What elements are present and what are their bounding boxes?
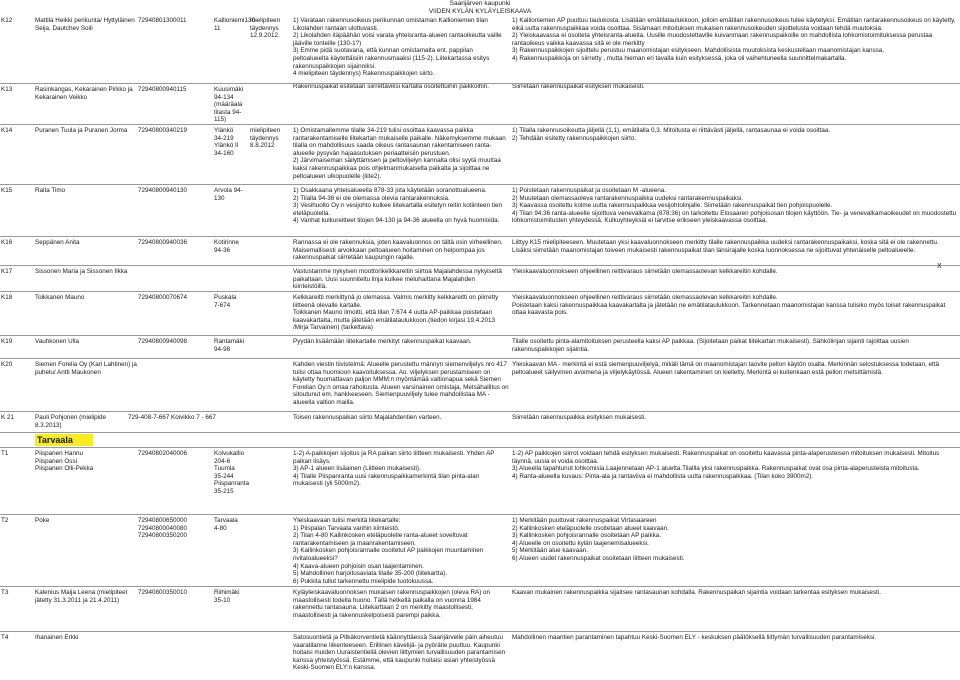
row-number: 72940800940130 (138, 187, 188, 194)
row-id: T4 (1, 634, 9, 641)
row-request: 1) Varataan rakennusoikeus perikunnan omistaman Kallioniemen tilan Likolahden rantaan ulottuvasti. 2) Likolahden itäpäähän voisi varata yhteisranta-alueen rantaoikeutta vaille jääville tonteille (130-1?) 3) Emme pidä suotavana, että kunnan omistamalta ent. pappilan peltoalueelta käytettäisiin rakennusmaaksi (115-2). Liitekartassa esitys rakennuspaikkojen sijainniksi. 4 mielipiteen täydennys) Rakennuspaikkojen siirto. (293, 17, 502, 78)
table-row (0, 124, 960, 183)
row-request-extra: Rakennuspaikat esitetään siirrettäviksi kartalla osoitettuihin paikkoihin. (293, 83, 490, 90)
row-request: Vastustamme nykyisen moottorikelkkareitin siirtoa Majalahdessa nykyiseltä paikaltaan. Uusi suunniteltu linja kulkee meluhaittana Majalahden kiinteistöillä. (293, 268, 502, 291)
row-number: 72940800940098 (138, 338, 188, 345)
row-request: Kahden viestin tiivistelmä: Alueelle perustettu männyn siemenviljelys nro 417 tulisi ottaa huomioon kaavoituksessa. Ao. viljelyksen perustamiseen on käytetty huomattavan paljon MMM:n myöntämää valtionapua sekä Siemen Forelian Oy:n omaa rahoitusta. Alueen varsinainen omistaja, Metsähallitus on sitoutunut em. hankkeeseen. Siemenpuuviljely tulee mahdollistaa MA -alueella valtion mailla. (293, 361, 509, 406)
row-estate: Kallioniemi130-11 (214, 17, 258, 32)
row-request: Yleiskaavaan tulisi merkitä liitekartalle: 1) Piispalan Tarvaala vanhin kiinteistö. 2) Tilan 4-80 Kallinkosken eteläpuolelle ranta-alueet soveltuvat rantarakentamiseen ja maanrakentamiseen. 3) Kallinkosken pohjoisrannalle osoitetut AP paikkojen muuntaminen rivitaloalueeksi? 4) Kaava-alueen pohjoisin osan laajentaminen. 5) Mahdollinen harjoitusaviata tilalle 35-200 (liitekartta). 6) Pukkita tullut tarkennettu mielipide tuotokuussa. (293, 517, 484, 585)
row-estate: Tarvaala 4-80 (214, 517, 238, 532)
row-id: K12 (1, 17, 13, 24)
row-id: K20 (1, 361, 13, 368)
row-response: Yleiskaavaluonnokseen ohjeellinen reittivaraus siirretään olemassaolevan kelkkareitin kohdalle. Poistetaan kaksi rakennuspaikkaa kaavakartalta ja jätetään ne emätilataulukkoon. Tarkennetaan maanomistajan kanssa tulisiko myös toiset rakennuspaikat ottaa kaavasta pois. (512, 294, 946, 317)
row-owner: Siemen Forelia Oy (Kari Lahtinen) ja puhelu/ Antti Maukonen (35, 361, 137, 376)
row-owner: Seppänen Anita (35, 239, 80, 246)
row-response-extra: Siirretään rakennuspaikat esityksen mukaisesti. (512, 83, 645, 90)
row-response: Yleiskaavaluonnokseen ohjeellinen reittivaraus siirretään olemassaolevan kelkkareitin kohdalle. (512, 268, 778, 275)
row-owner: Toikkanen Mauno (35, 294, 85, 301)
row-number: 72940800940115 (138, 86, 187, 93)
row-request: Pyydän lisäämään liitekartalle merkityt rakennuspaikat kaavaan. (293, 338, 472, 345)
row-request: Kyläyleiskaavaluonnoksen mukaisen rakennuspaikkojen (oleva RA) on maastollisesti todella huono. Tällä hetkellä paikalla on vuonna 1984 rakennettu rantasauna. Liitekarttaan 2 on merkitty maastollisesti, maastollisesti ja rakennuskelpoisesti parempi paikka. (293, 589, 491, 619)
row-response: Yleiskaavan MA - merkintä ei estä siemenpuuviljelyä, mikäli tämä on maanomistajan taovite pellon käytön osalta. Merkinnän selostuksessa todetaan, että peltoalueet säilyvinen avoimena ja viljelykäytössä. Alueen rakentaminen on kielletty. Merkintä ei kuitenkaan estä pellon metsittämistä. (512, 361, 940, 376)
row-response: 1) Kallioniemen AP puuttuu taulukosta. Lisätään emätilataulukkoon, jolloin emätilan rakennusoikeus tulee käytetyksi. Emätilan rantarakennusoikeus on käytetty, eikä uutta rakennuspaikkaa voida osoittaa. Sisämaan mitoituksen mukaisen rakennusoikeuden sijoittelusta voidaan tehdä muutoksia. 2) Yleiskaavassa ei osoiteta yhteisranta-alueita. Uusille muodostettaville kuivanmaan rakennuspaikoille on mahdollista lohkomistoimituksessa perustaa rantaoikeus vaikka kaavassa sitä ei ole merkitty 3) Rakennuspaikkojen sijoittelu perustuu maanomistajan esitykseen. Mahdollisista muutoksista keskustellaan maanomistajan kanssa. 4) Rakennuspaikkoja on siirretty , mutta hieman eri tavalla kuin esityksessä, joka oli vaihehtuneella suunnittelmakartalla. (512, 17, 956, 62)
row-id: K 21 (1, 414, 14, 421)
row-number: 72940800650000 72940800040080 72940800350200 (138, 517, 188, 540)
section-row (0, 432, 960, 447)
header-plan-title: VIIDEN KYLÄN KYLÄYLEISKAAVA (428, 7, 532, 15)
row-id: K15 (1, 187, 13, 194)
margin-x-mark: X (937, 263, 942, 270)
row-response: 1) Merkitään puuttuvat rakennuspaikat Virtasaareen 2) Kallinkosken eteläpuolelle osoitetaan alueet kaavaan. 3) Kallinkosken pohjoisrannalle osoitetaan AP paikka. 4) Alueelle on osoitettu kylän laajenemisalueeksi. 5) Merkitään alue kaavaan. 6) Alueen uudet rakennuspaikat osoitetaan liitteen mukaisesti. (512, 517, 685, 562)
row-response: Mahdollinen maantien parantaminen tapahtuu Keski-Suomen ELY - keskuksen päätöksellä liittymän turvallisuuden parantamiseksi. (512, 634, 877, 641)
row-owner: Poke (35, 517, 50, 524)
row-request: 1-2) A-paikkojen sijoitus ja RA paikan siirto liitteen mukaisesti. Yhden AP paikan lisäys. 3) AP-1 alueen lisäainen (Liitteen mukaisesti). 4) Tilalle Piispanranta uusi rakennuspaikkamerkintä tilan pinta-alan mukaisesti (yli 5000m2). (293, 450, 495, 488)
row-response: 1) Poistetaan rakennuspaikat ja osoitetaan M -alueena. 2) Muutetaan olemassaoleva rantarakennuspaikka uudeksi rantarakennuspaikaksi. 3) Kaavassa osoitettu kolme uutta rakennuspaikkaa vesijohtolinjalle. Siirretään rakennuspaikat tien pohjoispuolelle. 4) Tilan 94:36 ranta-alueelle sijoittuva venevalkama (878:36) on tarkoitettu Elosaaren pohjoisosan tilojen käyttöön. Tie- ja venevalkamaoikeudet on muodostettu lohkomistoimitusten yhteydessä. Kulkuyhteyksiä ei tarvitse erikseen yleiskaavassa osoittaa. (512, 187, 957, 225)
row-estate: Puskala 7-674 (214, 294, 237, 309)
row-number: 72940800340219 (138, 127, 188, 134)
table-row (0, 411, 960, 432)
table-row (0, 184, 960, 235)
row-owner: Kalenius Maija Leena (mielipiteet jätetty 31.3.2011 ja 21.4.2011) (35, 589, 128, 604)
row-estate: Riihimäki 35-10 (214, 589, 240, 604)
row-owner: Ihanainen Erkki (35, 634, 79, 641)
table-row (0, 447, 960, 512)
table-row (0, 265, 960, 292)
row-number: 72940800070674 (138, 294, 188, 301)
document-header (0, 0, 960, 15)
row-estate: Kotirinne 94-36 (214, 239, 239, 254)
row-id: K18 (1, 294, 13, 301)
row-estate: Arvola 94-130 (214, 187, 243, 202)
row-number: 72940800350010 (138, 589, 188, 596)
row-number: 72940801300011 (138, 17, 187, 24)
row-id: T2 (1, 517, 9, 524)
row-status: mielipiteen täydennys 8.8.2012 (250, 127, 281, 150)
row-owner: Pauli Pohjonen (mielipide 8.3.2013) (35, 414, 107, 429)
row-owner: Raita Timo (35, 187, 66, 194)
row-number-estate: 729-408-7-667 Koivikko 7 - 667 (128, 414, 216, 421)
row-response: Tilalle osoitettu pinta-alamitoituksen perusteella kaksi AP paikkaa. (Sijoitetaan paikat liitekartan mukaisesti). Sähkölinjan sijainti rajoittaa uusien rakennuspaikkojen sijaintia. (512, 338, 909, 353)
row-owner: Piispanen Hannu Piispanen Ossi Piispanen Olli-Pekka (35, 450, 94, 473)
row-number: 72940802040006 (138, 450, 188, 457)
row-id: K16 (1, 239, 13, 246)
row-request: Toisen rakennuspaikan siirto Majalahdentien varteen. (293, 414, 442, 421)
table-row (0, 15, 960, 78)
table-row (0, 586, 960, 631)
row-owner: Vauhkonen Ulla (35, 338, 79, 345)
row-id: T3 (1, 589, 9, 596)
row-request: Satosuontietä ja Pitkäkorventietä käännyttäessä Saarijärvelle päin aiheutuu vaaratilanne liikenteeseen. Erillinen kävelijä- ja pyörätie puuttuu. Kaupunki hoitaisi muiden Uuraistentiellä olevien liittymien turvallisuuden parantamisen kanssa yhteistyössä. Estämme, että kaupunki hoitaisi asian yhteistyössä Keski-Suomen ELY:n kanssa. (293, 634, 506, 672)
row-response: 1-2) AP paikkojen siirrot voidaan tehdä esityksen mukaisesti. Rakennuspaikat on osoitettu kaavassa pinta-alaperusteisen mitoituksen mukaisesti. Mitoitus täynnä, uusia ei voida osoittaa. 3) Alueella tapahtunut lohkomisia.Laajennetaan AP-1 aluetta.Tilallla yksi rakennuspaikka. Rakennuspaikat ovat osa pinta-alaperusteista mitoitusta. 4) Ranta-alueella kuvaus: Pinta-ala ja rantaviiva ei mahdollista uutta rakennuspaikkaa. (Tilan koko 3900m2). (512, 450, 940, 480)
table-row (0, 358, 960, 411)
table-row (0, 631, 960, 680)
table-row (0, 291, 960, 334)
row-estate: Rantamäki 94-98 (214, 338, 245, 353)
row-id: K13 (1, 86, 13, 93)
row-id: K19 (1, 338, 13, 345)
row-id: T1 (1, 450, 9, 457)
row-id: K14 (1, 127, 13, 134)
row-request: Rannassa ei ole rakennuksia, joten kaavaluonnos on tältä osin virheellinen. Maisemallisesti arvokkaan peltoalueen hoitaminen on helpompaa jos rakennuspaikat siirretään kaupungin rajalle. (293, 239, 503, 262)
table-row (0, 83, 960, 122)
row-id: K17 (1, 268, 13, 275)
row-response: Kaavan mukainen rakennuspaikka sijaitsee rantasaunan kohdalla. Rakennuspaikan sijaintia voidaan tarkentaa esityksen mukaisesti. (512, 589, 881, 596)
row-owner: Mattila Heikki perikunta/ Hyttyläinen Seija, Dautchev Soili (35, 17, 135, 32)
row-request: 1) Omistamallemme tilalle 34-219 tulisi osoittaa kaavassa paikka rantarakentamiselle liitekartan mukaiselle paikalle. Näkemyksemme mukaan tilalla on mahdollisuus saada oikeus rantasaunan rakentamiseen ranta-alueelle pysyvän hajaasutuksen periaatteisiin perustuen. 2) Järvimaiseman säilyttämisen ja peltoviljelyn kannalta olisi syytä muuttaa kaksi rakennuspaikkaa pois ohjelmanmukaiselta paikalta ja sijoittaa ne peltoalueen ulkopuolelle (liite2). (293, 127, 506, 180)
table-row (0, 335, 960, 358)
section-label: Tarvaala (35, 434, 93, 446)
row-response: Siirretään rakennuspaikka esityksen mukaisesti. (512, 414, 647, 421)
row-request: 1) Osakkaana yhteisalueella 878-33 jota käytetään soranottoalueena. 2) Tilalla 94-36 ei ole olemassa olevia rantarakennuksia. 3) Vesihuolto Oy:n vesijohto kulkee liitekartalla esitetyn reitin kotiinteen tien eteläpuolella. 4) Vanhat kulkureitteet tilojen 94-130 ja 94-36 alueella on hyvä huomioida. (293, 187, 502, 225)
row-response: 1) Tilalla rakennusoikeutta jäljellä (1,1), emätilalla 0,3. Mitoitusta ei riittävästi jäljellä, rantasaunaa ei voida osoittaa. 2) Tehdään esitetty rakennuspaikkojen siirto. (512, 127, 831, 142)
row-status: mielipiteen täydennys 12.9.2012. (250, 17, 281, 40)
row-estate: Kuusimäki 94-134 (määräala tilasta 94-115) (214, 86, 244, 124)
row-number: 72940800940036 (138, 239, 188, 246)
row-request: Kelkkareitti merkittynä jo olemassa. Valmis merkitty kelkkareitti on piirretty liitteenä olevalle kartalle. Toikkanen Mauno ilmoitti, että tilan 7:674 4 uutta AP-paikkaa poistetaan kaavakartalta, mutta jätetään emätilataulukkoon.(tiedon kirjasi 19.4.2013 /Mirja Tarvainen) (tarkettava) (293, 294, 499, 332)
table-row (0, 514, 960, 585)
row-estate: Koivukallio 204-6 Tuumla 35-244 Piispanranta 35-215 (214, 450, 250, 495)
row-owner: Rasinkangas, Kekarainen Pirkko ja Kekarainen Veikko (35, 86, 133, 101)
header-city: Saarijärven kaupunki (449, 0, 511, 7)
row-response: Liittyy K15 mielipiteeseen. Muutetaan yksi kaavaluonnokseen merkitty tilalle rakennuspaikka uudeksi rantarakennuspaikaksi, koska sitä ei ole rakennettu. Lisäksi siirretään maanomistajan toiveen mukaisesti rakennuspaikat tilan länsirajalle koska luonnoksessa ne sijoittuvat yhtenäiselle peltoalueelle. (512, 239, 939, 254)
row-owner: Sissonen Maria ja Sissonen Ilkka (35, 268, 128, 275)
table-row (0, 236, 960, 264)
row-owner: Puranen Tuula ja Puranen Jorma (35, 127, 128, 134)
row-estate: Ylänkö 34-219 Ylänkö II 34-160 (214, 127, 239, 157)
